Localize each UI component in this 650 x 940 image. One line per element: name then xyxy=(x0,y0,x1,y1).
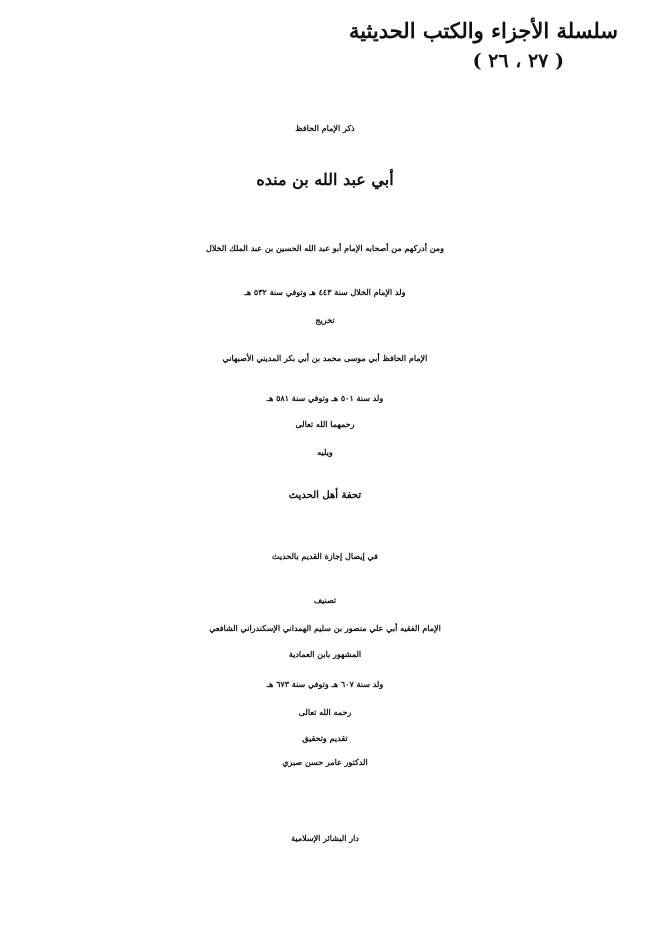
book2-title: تحفة أهل الحديث xyxy=(288,490,362,501)
series-name: سلسلة الأجزاء والكتب الحديثية xyxy=(348,18,618,43)
tasnif-label: تصنيف xyxy=(313,595,337,605)
book1-dates: ولد الإمام الخلال سنة ٤٤٣ هـ وتوفي سنة ٥٣٢ هـ xyxy=(244,287,406,297)
series-numbers: ( ٢٧ ، ٢٦ ) xyxy=(472,50,564,72)
book2-subtitle: في إيصال إجازة القديم بالحديث xyxy=(272,551,378,561)
editor-label: تقديم وتحقيق xyxy=(302,733,348,743)
book1-title: أبي عبد الله بن منده xyxy=(256,170,394,189)
book2-author-known: المشهور بابن العمادية xyxy=(288,649,362,659)
book1-author: الإمام الحافظ أبي موسى محمد بن أبي بكر المديني الأصبهاني xyxy=(222,353,428,363)
book1-mercy: رحمهما الله تعالى xyxy=(295,419,355,429)
book1-subtitle: ومن أدركهم من أصحابه الإمام أبو عبد الله الحسين بن عبد الملك الخلال xyxy=(206,243,444,253)
takhrij-label: تخريج xyxy=(315,315,335,325)
book2-author: الإمام الفقيه أبي علي منصور بن سليم الهمداني الإسكندراني الشافعي xyxy=(209,623,441,633)
book2-author-dates: ولد سنة ٦٠٧ هـ وتوفي سنة ٦٧٣ هـ xyxy=(266,679,384,689)
book2-mercy: رحمه الله تعالى xyxy=(298,707,352,717)
connector-text: ويليه xyxy=(317,447,333,457)
book1-author-dates: ولد سنة ٥٠١ هـ وتوفي سنة ٥٨١ هـ xyxy=(266,393,384,403)
editor-name: الدكتور عامر حسن صبري xyxy=(282,757,368,767)
book1-heading: ذكر الإمام الحافظ xyxy=(295,123,355,133)
publisher-name: دار البشائر الإسلامية xyxy=(291,833,359,843)
